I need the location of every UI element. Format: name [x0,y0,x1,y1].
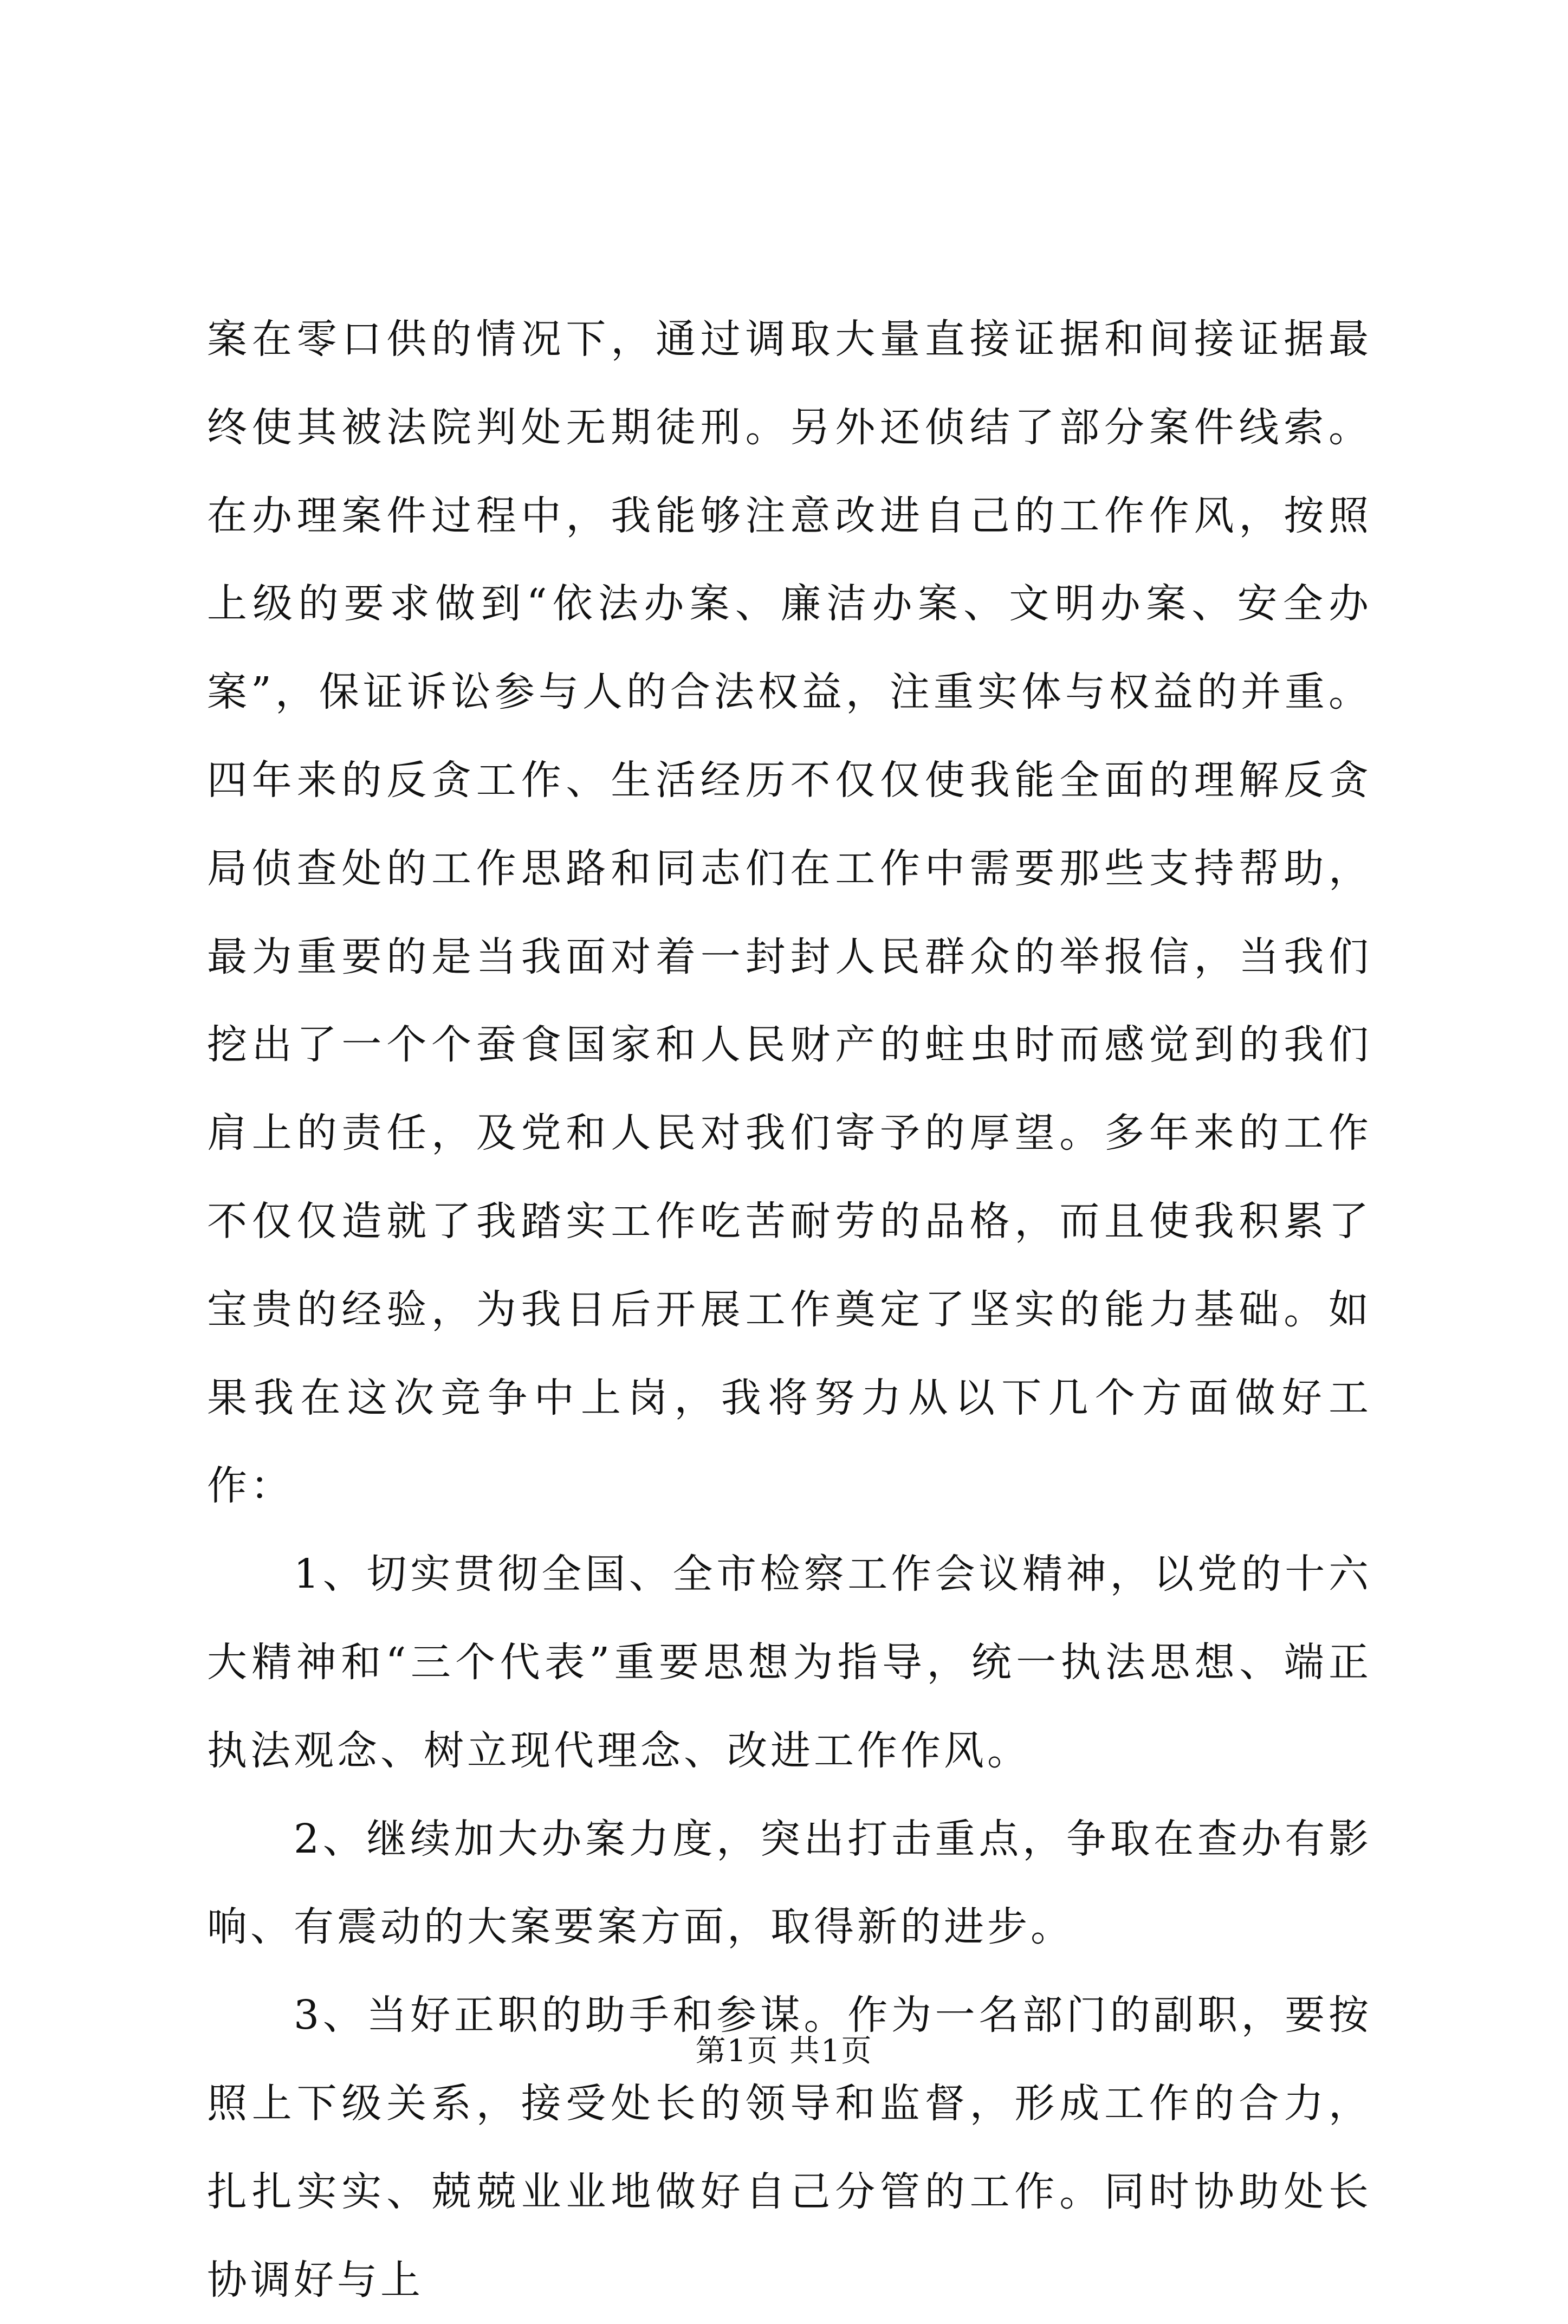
paragraph-continuation: 案在零口供的情况下，通过调取大量直接证据和间接证据最终使其被法院判处无期徒刑。另外还侦结了部分案件线索。在办理案件过程中，我能够注意改进自己的工作作风，按照上级的要求做到“依法办案、廉洁办案、文明办案、安全办案”，保证诉讼参与人的合法权益，注重实体与权益的并重。四年来的反贪工作、生活经历不仅仅使我能全面的理解反贪局侦查处的工作思路和同志们在工作中需要那些支持帮助，最为重要的是当我面对着一封封人民群众的举报信，当我们挖出了一个个蚕食国家和人民财产的蛀虫时而感觉到的我们肩上的责任，及党和人民对我们寄予的厚望。多年来的工作不仅仅造就了我踏实工作吃苦耐劳的品格，而且使我积累了宝贵的经验，为我日后开展工作奠定了坚实的能力基础。如果我在这次竞争中上岗，我将努力从以下几个方面做好工作： [207,316,1372,1510]
page-footer: 第1页 共1页 [695,2034,873,2069]
document-body [207,295,1372,2324]
paragraph-item-2: 2、继续加大办案力度，突出打击重点，争取在查办有影响、有震动的大案要案方面，取得新的进步。 [207,1815,1372,1951]
paragraph-item-1: 1、切实贯彻全国、全市检察工作会议精神，以党的十六大精神和“三个代表”重要思想为指导，统一执法思想、端正执法观念、树立现代理念、改进工作作风。 [207,1551,1372,1774]
paragraph-item-3: 3、当好正职的助手和参谋。作为一名部门的副职，要按照上下级关系，接受处长的领导和监督，形成工作的合力，扎扎实实、兢兢业业地做好自己分管的工作。同时协助处长协调好与上 [207,1992,1372,2303]
